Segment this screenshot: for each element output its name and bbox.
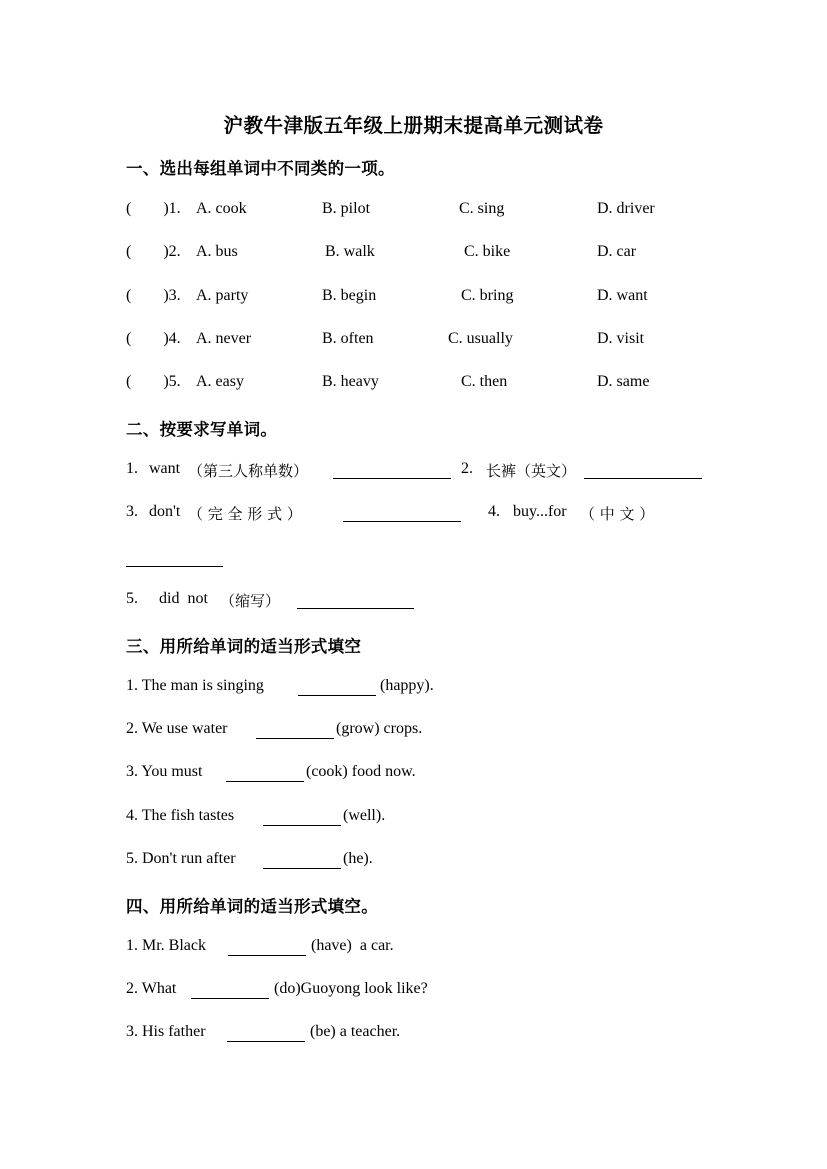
option-d: D. driver xyxy=(597,200,655,217)
answer-blank[interactable] xyxy=(263,809,341,826)
item-word: don't xyxy=(149,503,181,520)
option-a: A. bus xyxy=(196,243,238,260)
option-a: A. never xyxy=(196,330,252,347)
sentence-start: 1. Mr. Black xyxy=(126,937,206,954)
sentence-end: (he). xyxy=(343,850,373,867)
option-c: C. usually xyxy=(448,330,513,347)
option-c: C. sing xyxy=(459,200,505,217)
sentence-start: 1. The man is singing xyxy=(126,677,264,694)
option-b: B. begin xyxy=(322,287,377,304)
sentence-start: 2. We use water xyxy=(126,720,228,737)
item-number: 5. xyxy=(126,590,138,607)
item-requirement: （第三人称单数） xyxy=(188,462,309,480)
answer-blank[interactable] xyxy=(226,765,304,782)
item-requirement: （缩写） xyxy=(220,592,281,610)
answer-blank[interactable] xyxy=(256,722,334,739)
section-1-heading: 一、选出每组单词中不同类的一项。 xyxy=(126,159,395,178)
sentence-end: (be) a teacher. xyxy=(310,1023,401,1040)
answer-bracket[interactable]: ( )5. xyxy=(126,373,181,390)
sentence-end: (grow) crops. xyxy=(336,720,423,737)
sentence-start: 3. His father xyxy=(126,1023,206,1040)
option-c: C. bike xyxy=(464,243,511,260)
item-requirement: （ 中 文 ） xyxy=(580,505,655,523)
option-b: B. heavy xyxy=(322,373,379,390)
answer-bracket[interactable]: ( )1. xyxy=(126,200,181,217)
section-3-heading: 三、用所给单词的适当形式填空 xyxy=(126,637,362,656)
item-number: 1. xyxy=(126,460,138,477)
section-4-heading: 四、用所给单词的适当形式填空。 xyxy=(126,897,378,916)
option-c: C. bring xyxy=(461,287,514,304)
page-title: 沪教牛津版五年级上册期末提高单元测试卷 xyxy=(223,114,604,137)
section-2-heading: 二、按要求写单词。 xyxy=(126,420,278,439)
answer-blank[interactable] xyxy=(228,939,306,956)
item-number: 3. xyxy=(126,503,138,520)
option-d: D. same xyxy=(597,373,650,390)
answer-blank[interactable] xyxy=(298,679,376,696)
option-a: A. easy xyxy=(196,373,244,390)
answer-bracket[interactable]: ( )4. xyxy=(126,330,181,347)
sentence-start: 3. You must xyxy=(126,763,203,780)
option-a: A. party xyxy=(196,287,249,304)
answer-blank[interactable] xyxy=(227,1025,305,1042)
option-b: B. pilot xyxy=(322,200,371,217)
answer-blank[interactable] xyxy=(263,852,341,869)
item-word: buy...for xyxy=(513,503,567,520)
answer-blank[interactable] xyxy=(333,462,451,479)
answer-blank[interactable] xyxy=(297,592,414,609)
answer-blank[interactable] xyxy=(584,462,702,479)
answer-bracket[interactable]: ( )3. xyxy=(126,287,181,304)
item-number: 2. xyxy=(461,460,473,477)
sentence-end: (happy). xyxy=(380,677,434,694)
answer-bracket[interactable]: ( )2. xyxy=(126,243,181,260)
sentence-end: (well). xyxy=(343,807,386,824)
item-requirement: 长裤（英文） xyxy=(486,462,577,480)
sentence-end: (do)Guoyong look like? xyxy=(274,980,428,997)
item-requirement: （ 完 全 形 式 ） xyxy=(188,505,302,523)
sentence-end: (have) a car. xyxy=(311,937,394,954)
option-d: D. want xyxy=(597,287,648,304)
option-a: A. cook xyxy=(196,200,247,217)
sentence-start: 5. Don't run after xyxy=(126,850,236,867)
sentence-start: 4. The fish tastes xyxy=(126,807,235,824)
option-d: D. car xyxy=(597,243,637,260)
option-c: C. then xyxy=(461,373,508,390)
answer-blank[interactable] xyxy=(191,982,269,999)
option-b: B. often xyxy=(322,330,374,347)
option-b: B. walk xyxy=(325,243,375,260)
item-number: 4. xyxy=(488,503,500,520)
sentence-start: 2. What xyxy=(126,980,177,997)
answer-blank[interactable] xyxy=(126,550,223,567)
answer-blank[interactable] xyxy=(343,505,461,522)
option-d: D. visit xyxy=(597,330,645,347)
item-word: did not xyxy=(159,590,208,607)
item-word: want xyxy=(149,460,181,477)
sentence-end: (cook) food now. xyxy=(306,763,416,780)
